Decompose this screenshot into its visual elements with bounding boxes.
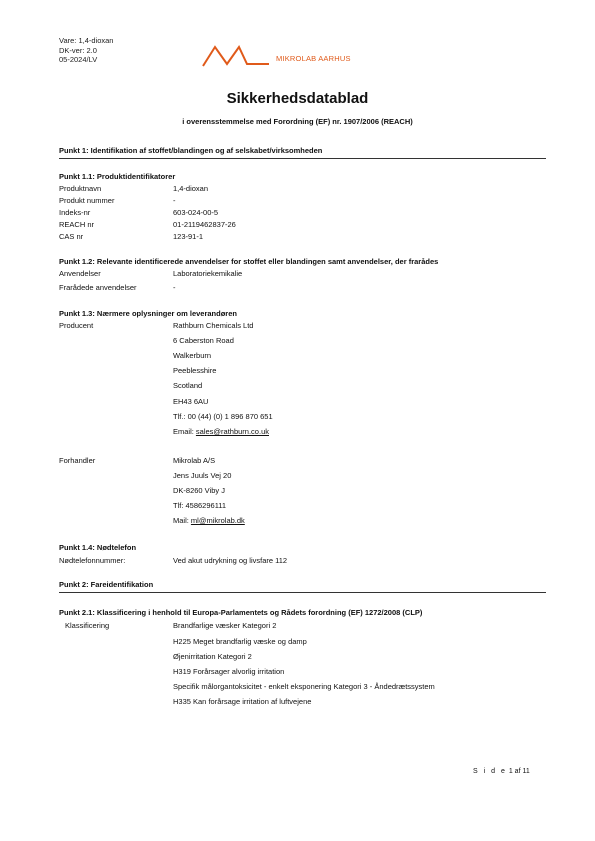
- subsection-heading-2-1: Punkt 2.1: Klassificering i henhold til Europa-Parlamentets og Rådets forordning (EF) 1272/2008 (CLP): [59, 608, 423, 617]
- classification-line: Øjenirritation Kategori 2: [173, 652, 252, 661]
- row-label: REACH nr: [59, 220, 95, 229]
- meta-version: DK-ver: 2.0: [59, 45, 97, 55]
- email-prefix: Email:: [173, 427, 196, 436]
- address-line: Peeblesshire: [173, 366, 217, 375]
- email-line: [173, 516, 245, 525]
- row-label: Anvendelser: [59, 269, 101, 278]
- document-meta: [59, 36, 113, 65]
- phone-line: Tlf.: 00 (44) (0) 1 896 870 651: [173, 412, 273, 421]
- row-label: CAS nr: [59, 232, 84, 241]
- section-heading-2: Punkt 2: Fareidentifikation: [59, 580, 546, 593]
- address-line: EH43 6AU: [173, 397, 209, 406]
- row-value: -: [173, 283, 176, 292]
- phone-line: Tlf: 4586296111: [173, 501, 227, 510]
- address-line: Mikrolab A/S: [173, 456, 216, 465]
- subsection-heading-1-2: Punkt 1.2: Relevante identificerede anvendelser for stoffet eller blandingen samt anvendelser, der frarådes: [59, 257, 439, 266]
- row-value: 603-024-00-5: [173, 208, 219, 217]
- email-line: [173, 427, 269, 436]
- address-line: Walkerburn: [173, 351, 212, 360]
- page-number: [473, 768, 530, 775]
- subsection-heading-1-4: Punkt 1.4: Nødtelefon: [59, 543, 137, 552]
- meta-date: 05-2024/LV: [59, 55, 98, 64]
- total-pages: 11: [522, 768, 530, 775]
- row-value: 01-2119462837-26: [173, 220, 236, 229]
- email-prefix: Mail:: [173, 516, 191, 525]
- row-value: Ved akut udrykning og livsfare 112: [173, 556, 288, 565]
- row-value: Laboratoriekemikalie: [173, 269, 243, 278]
- address-line: Scotland: [173, 381, 203, 390]
- classification-line: H319 Forårsager alvorlig irritation: [173, 667, 285, 676]
- row-label: Produkt nummer: [59, 196, 115, 205]
- side-label: S i d e: [473, 768, 507, 775]
- address-line: 6 Caberston Road: [173, 336, 234, 345]
- section-heading-1: Punkt 1: Identifikation af stoffet/blandingen og af selskabet/virksomheden: [59, 146, 546, 159]
- dealer-email-link[interactable]: ml@mikrolab.dk: [190, 516, 245, 525]
- row-label: Produktnavn: [59, 184, 102, 193]
- row-value: 123-91-1: [173, 232, 204, 241]
- classification-line: H335 Kan forårsage irritation af luftvejene: [173, 697, 312, 706]
- current-page: 1: [508, 768, 513, 775]
- subsection-heading-1-1: Punkt 1.1: Produktidentifikatorer: [59, 172, 176, 181]
- subsection-heading-1-3: Punkt 1.3: Nærmere oplysninger om leverandøren: [59, 309, 237, 318]
- producer-email-link[interactable]: sales@rathburn.co.uk: [195, 427, 269, 436]
- address-line: DK-8260 Viby J: [173, 486, 225, 495]
- page-subtitle: i overensstemmelse med Forordning (EF) nr. 1907/2006 (REACH): [182, 117, 413, 126]
- classification-line: Specifik målorgantoksicitet - enkelt eksponering Kategori 3 - Åndedrætssystem: [173, 682, 435, 691]
- address-line: Rathburn Chemicals Ltd: [173, 321, 254, 330]
- page-title: Sikkerhedsdatablad: [226, 90, 369, 107]
- mikrolab-logo-icon: [201, 44, 271, 68]
- row-label: Nødtelefonnummer:: [59, 556, 126, 565]
- address-line: Jens Juuls Vej 20: [173, 471, 232, 480]
- row-value: 1,4-dioxan: [173, 184, 209, 193]
- dealer-label: Forhandler: [59, 456, 96, 465]
- classification-label: Klassificering: [65, 621, 110, 630]
- classification-line: Brandfarlige væsker Kategori 2: [173, 621, 277, 630]
- classification-line: H225 Meget brandfarlig væske og damp: [173, 637, 307, 646]
- row-label: Indeks-nr: [59, 208, 91, 217]
- brand-name: MIKROLAB AARHUS: [276, 54, 351, 63]
- row-label: Frarådede anvendelser: [59, 283, 137, 292]
- row-value: -: [173, 196, 176, 205]
- of-label: af: [514, 768, 521, 775]
- meta-product: Vare: 1,4-dioxan: [59, 36, 114, 45]
- producer-label: Producent: [59, 321, 94, 330]
